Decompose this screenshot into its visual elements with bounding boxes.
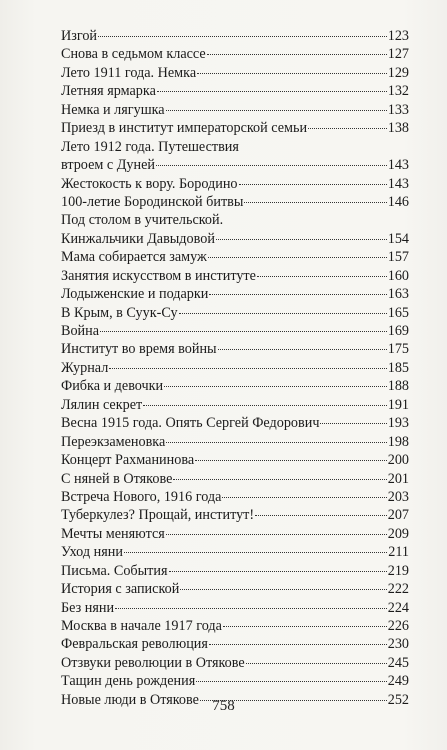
toc-entry bbox=[61, 211, 409, 229]
toc-entry-page: 123 bbox=[387, 28, 409, 44]
toc-entry-title: Лето 1911 года. Немка bbox=[61, 64, 197, 81]
dot-leader bbox=[308, 128, 387, 129]
toc-entry bbox=[61, 470, 409, 488]
toc-entry-page: 157 bbox=[387, 249, 409, 266]
toc-entry-title: Лето 1912 года. Путешествия bbox=[61, 138, 239, 155]
dot-leader bbox=[164, 386, 387, 387]
toc-entry-page: 224 bbox=[387, 599, 409, 616]
toc-entry-page: 191 bbox=[387, 396, 409, 413]
toc-entry-page: 200 bbox=[387, 452, 409, 469]
page-number: 758 bbox=[212, 698, 235, 714]
toc-entry-page: 143 bbox=[387, 175, 409, 192]
dot-leader bbox=[166, 442, 386, 443]
dot-leader bbox=[115, 608, 387, 609]
toc-entry-title: Жестокость к вору. Бородино bbox=[61, 175, 238, 192]
toc-entry-title: Фибка и девочки bbox=[61, 378, 164, 395]
toc-entry-title: 100-летие Бородинской битвы bbox=[61, 193, 244, 210]
toc-entry-title: Журнал bbox=[61, 359, 109, 376]
dot-leader bbox=[244, 202, 386, 203]
dot-leader bbox=[257, 276, 387, 277]
dot-leader bbox=[209, 294, 386, 295]
dot-leader bbox=[143, 405, 387, 406]
toc-entry bbox=[61, 359, 409, 377]
toc-entry-page: 185 bbox=[387, 359, 409, 376]
toc-entry-title: История с запиской bbox=[61, 581, 180, 598]
toc-entry-page: 245 bbox=[387, 654, 409, 671]
toc-entry bbox=[61, 617, 409, 635]
dot-leader bbox=[124, 552, 387, 553]
toc-entry bbox=[61, 304, 409, 322]
dot-leader bbox=[239, 184, 387, 185]
toc-entry-title: Февральская революция bbox=[61, 636, 208, 653]
toc-entry-page: 165 bbox=[387, 304, 409, 321]
dot-leader bbox=[255, 515, 387, 516]
toc-entry bbox=[61, 267, 409, 285]
dot-leader bbox=[208, 257, 387, 258]
toc-entry-title: Туберкулез? Прощай, институт! bbox=[61, 507, 255, 524]
toc-entry-title: Мечты меняются bbox=[61, 525, 165, 542]
toc-entry-title: Уход няни bbox=[61, 544, 123, 561]
toc-entry-title: Новые люди в Отякове bbox=[61, 691, 199, 708]
toc-entry-title: Переэкзаменовка bbox=[61, 433, 166, 450]
toc-entry-page: 175 bbox=[387, 341, 409, 358]
toc-entry bbox=[61, 230, 409, 248]
toc-entry bbox=[61, 119, 409, 137]
toc-entry-title: С няней в Отякове bbox=[61, 470, 173, 487]
toc-entry bbox=[61, 64, 409, 82]
toc-entry-title: Отзвуки революции в Отякове bbox=[61, 654, 245, 671]
toc-entry bbox=[61, 451, 409, 469]
toc-entry-title: втроем с Дуней bbox=[61, 157, 155, 174]
toc-entry-page: 127 bbox=[387, 46, 409, 63]
dot-leader bbox=[196, 681, 386, 682]
toc-entry-page: 129 bbox=[387, 64, 409, 81]
toc-entry-page: 203 bbox=[387, 488, 409, 505]
toc-entry bbox=[61, 340, 409, 358]
toc-entry-page: 146 bbox=[387, 193, 409, 210]
toc-entry-page: 252 bbox=[387, 691, 409, 708]
toc-entry bbox=[61, 396, 409, 414]
toc-entry-page: 169 bbox=[387, 323, 409, 339]
toc-entry bbox=[61, 580, 409, 598]
toc-entry bbox=[61, 543, 409, 561]
toc-entry-title: Занятия искусством в институте bbox=[61, 267, 256, 284]
toc-entry-title: Лялин секрет bbox=[61, 396, 143, 413]
toc-entry-title: В Крым, в Суук-Су bbox=[61, 304, 178, 321]
dot-leader bbox=[223, 626, 387, 627]
toc-entry bbox=[61, 101, 409, 119]
dot-leader bbox=[157, 91, 387, 92]
dot-leader bbox=[246, 663, 387, 664]
dot-leader bbox=[166, 534, 387, 535]
toc-entry-page: 198 bbox=[387, 433, 409, 450]
toc-entry-title: Тащин день рождения bbox=[61, 673, 196, 690]
dot-leader bbox=[216, 239, 387, 240]
toc-entry-title: Концерт Рахманинова bbox=[61, 452, 195, 469]
toc-entry bbox=[61, 285, 409, 303]
toc-entry bbox=[61, 322, 409, 340]
toc-entry-title: Кинжальчики Давыдовой bbox=[61, 230, 215, 247]
toc-entry bbox=[61, 377, 409, 395]
toc-entry-page: 143 bbox=[387, 157, 409, 174]
dot-leader bbox=[180, 589, 386, 590]
toc-entry-title: Институт во время войны bbox=[61, 341, 217, 358]
toc-entry-title: Весна 1915 года. Опять Сергей Федорович bbox=[61, 415, 320, 432]
toc-entry bbox=[61, 414, 409, 432]
toc-entry-page: 219 bbox=[387, 562, 409, 579]
toc-entry-title: Встреча Нового, 1916 года bbox=[61, 488, 222, 505]
toc-entry-page: 193 bbox=[387, 415, 409, 432]
dot-leader bbox=[222, 497, 386, 498]
toc-entry bbox=[61, 433, 409, 451]
toc-entry-page: 249 bbox=[387, 673, 409, 690]
dot-leader bbox=[100, 331, 387, 332]
toc-entry bbox=[61, 672, 409, 690]
toc-entry-page: 138 bbox=[387, 120, 409, 137]
toc-entry bbox=[61, 27, 409, 45]
toc-entry-title: Письма. События bbox=[61, 562, 168, 579]
dot-leader bbox=[218, 349, 387, 350]
toc-entry-title: Москва в начале 1917 года bbox=[61, 618, 222, 634]
toc-entry bbox=[61, 138, 409, 156]
toc-entry bbox=[61, 506, 409, 524]
toc-entry bbox=[61, 525, 409, 543]
dot-leader bbox=[320, 423, 386, 424]
toc-entry bbox=[61, 562, 409, 580]
dot-leader bbox=[207, 54, 387, 55]
toc-entry-title: Лодыженские и подарки bbox=[61, 286, 209, 303]
toc-entry-page: 163 bbox=[387, 286, 409, 303]
toc-entry-page: 160 bbox=[387, 267, 409, 284]
toc-entry bbox=[61, 654, 409, 672]
toc-entry bbox=[61, 82, 409, 100]
toc-entry-page: 154 bbox=[387, 230, 409, 247]
toc-entry bbox=[61, 488, 409, 506]
toc-entry-page: 226 bbox=[387, 618, 409, 634]
toc-entry bbox=[61, 248, 409, 266]
toc-entry-title: Приезд в институт императорской семьи bbox=[61, 120, 308, 137]
dot-leader bbox=[197, 73, 387, 74]
toc-entry-page: 211 bbox=[388, 544, 409, 561]
toc-entry-title: Без няни bbox=[61, 599, 115, 616]
toc-entry-title: Мама собирается замуж bbox=[61, 249, 207, 266]
toc-entry-page: 188 bbox=[387, 378, 409, 395]
toc-entry-page: 209 bbox=[387, 525, 409, 542]
toc-entry-page: 222 bbox=[387, 581, 409, 598]
toc-entry-title: Под столом в учительской. bbox=[61, 212, 224, 229]
toc-entry-page: 132 bbox=[387, 83, 409, 100]
dot-leader bbox=[98, 36, 387, 37]
toc-entry-page: 207 bbox=[387, 507, 409, 524]
toc-entry-title: Война bbox=[61, 323, 100, 339]
toc-entry bbox=[61, 156, 409, 174]
dot-leader bbox=[166, 110, 387, 111]
toc-entry bbox=[61, 175, 409, 193]
toc-entry bbox=[61, 193, 409, 211]
toc-entry bbox=[61, 45, 409, 63]
toc-entry-title: Немка и лягушка bbox=[61, 101, 165, 118]
toc-entry-title: Изгой bbox=[61, 28, 98, 44]
toc-entry bbox=[61, 635, 409, 653]
toc-entry bbox=[61, 599, 409, 617]
dot-leader bbox=[195, 460, 387, 461]
toc-entry-page: 230 bbox=[387, 636, 409, 653]
toc-entry-title: Снова в седьмом классе bbox=[61, 46, 206, 63]
dot-leader bbox=[109, 368, 386, 369]
dot-leader bbox=[156, 165, 387, 166]
dot-leader bbox=[169, 571, 387, 572]
dot-leader bbox=[173, 479, 386, 480]
dot-leader bbox=[179, 313, 387, 314]
table-of-contents bbox=[61, 27, 409, 709]
dot-leader bbox=[209, 644, 387, 645]
toc-entry-page: 201 bbox=[387, 470, 409, 487]
toc-entry-page: 133 bbox=[387, 101, 409, 118]
toc-entry-title: Летняя ярмарка bbox=[61, 83, 156, 100]
